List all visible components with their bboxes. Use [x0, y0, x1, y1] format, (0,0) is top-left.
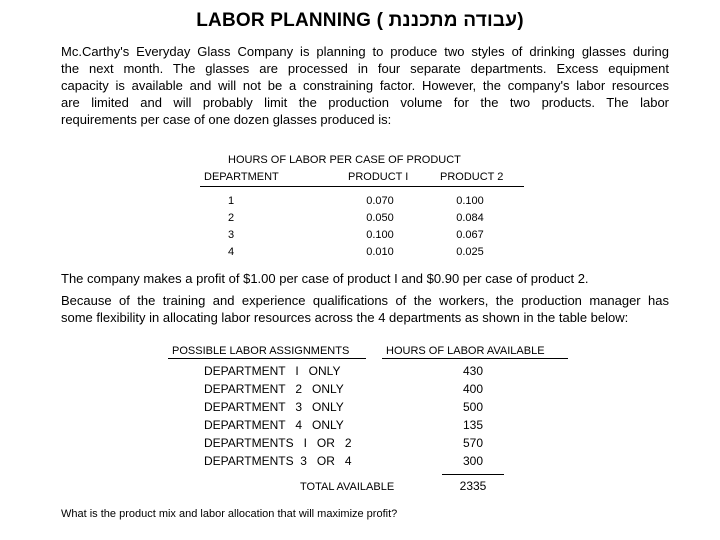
table1-header-rule — [200, 186, 524, 187]
table1-cell: 0.010 — [366, 246, 394, 258]
table2-assignment: DEPARTMENT 2 ONLY — [204, 382, 344, 396]
table2-assignment: DEPARTMENTS 3 OR 4 — [204, 454, 352, 468]
question-text: What is the product mix and labor allocation that will maximize profit? — [61, 508, 398, 520]
table2-assignment: DEPARTMENT 3 ONLY — [204, 400, 344, 414]
table2-total-rule — [442, 474, 504, 475]
table2-hours: 570 — [462, 436, 484, 450]
table2-total-label: TOTAL AVAILABLE — [300, 481, 395, 493]
table1-cell: 1 — [228, 195, 235, 207]
table2-header-hours: HOURS OF LABOR AVAILABLE — [386, 345, 545, 357]
table2-assignment: DEPARTMENT 4 ONLY — [204, 418, 344, 432]
table1-cell: 0.100 — [366, 229, 394, 241]
table1-cell: 0.025 — [456, 246, 484, 258]
intro-paragraph — [61, 43, 669, 128]
table1-cell: 2 — [228, 212, 235, 224]
table2-header-rule — [382, 358, 568, 359]
table2-hours: 500 — [462, 400, 484, 414]
table1-caption: HOURS OF LABOR PER CASE OF PRODUCT — [228, 154, 461, 166]
table1-cell: 0.067 — [456, 229, 484, 241]
table1-header-product-2: PRODUCT 2 — [440, 171, 504, 183]
table1-cell: 0.070 — [366, 195, 394, 207]
table1-header-department: DEPARTMENT — [204, 171, 279, 183]
intro-line: are limited and will probably limit the production volume for the two products. The labor — [61, 95, 669, 110]
table1-cell: 0.084 — [456, 212, 484, 224]
intro-line: the next month. The glasses are processed in four separate departments. Excess equipment — [61, 61, 669, 76]
table1-cell: 0.050 — [366, 212, 394, 224]
intro-line: requirements per case of one dozen glasses produced is: — [61, 112, 392, 127]
table2-hours: 430 — [462, 364, 484, 378]
intro-line: Mc.Carthy's Everyday Glass Company is planning to produce two styles of drinking glasses during — [61, 44, 669, 59]
page-title: LABOR PLANNING ( עבודה מתכננת) — [196, 10, 524, 31]
table2-header-assignments: POSSIBLE LABOR ASSIGNMENTS — [172, 345, 350, 357]
intro-line: capacity is available and will not be a constraining factor. However, the company's labor resources — [61, 78, 669, 93]
table2-hours: 135 — [462, 418, 484, 432]
table1-cell: 3 — [228, 229, 235, 241]
flex-line: Because of the training and experience qualifications of the workers, the production manager has — [61, 293, 669, 308]
table2-hours: 400 — [462, 382, 484, 396]
table2-assignment: DEPARTMENT I ONLY — [204, 364, 341, 378]
table2-total-value: 2335 — [459, 479, 487, 493]
table1-cell: 4 — [228, 246, 235, 258]
flexibility-paragraph — [61, 292, 669, 326]
table2-hours: 300 — [462, 454, 484, 468]
profit-text: The company makes a profit of $1.00 per case of product I and $0.90 per case of product 2. — [61, 271, 589, 286]
table1-header-product-1: PRODUCT I — [348, 171, 409, 183]
flex-line: some flexibility in allocating labor resources across the 4 departments as shown in the table below: — [61, 310, 629, 325]
table2-header-rule — [168, 358, 366, 359]
table2-assignment: DEPARTMENTS I OR 2 — [204, 436, 352, 450]
table1-cell: 0.100 — [456, 195, 484, 207]
